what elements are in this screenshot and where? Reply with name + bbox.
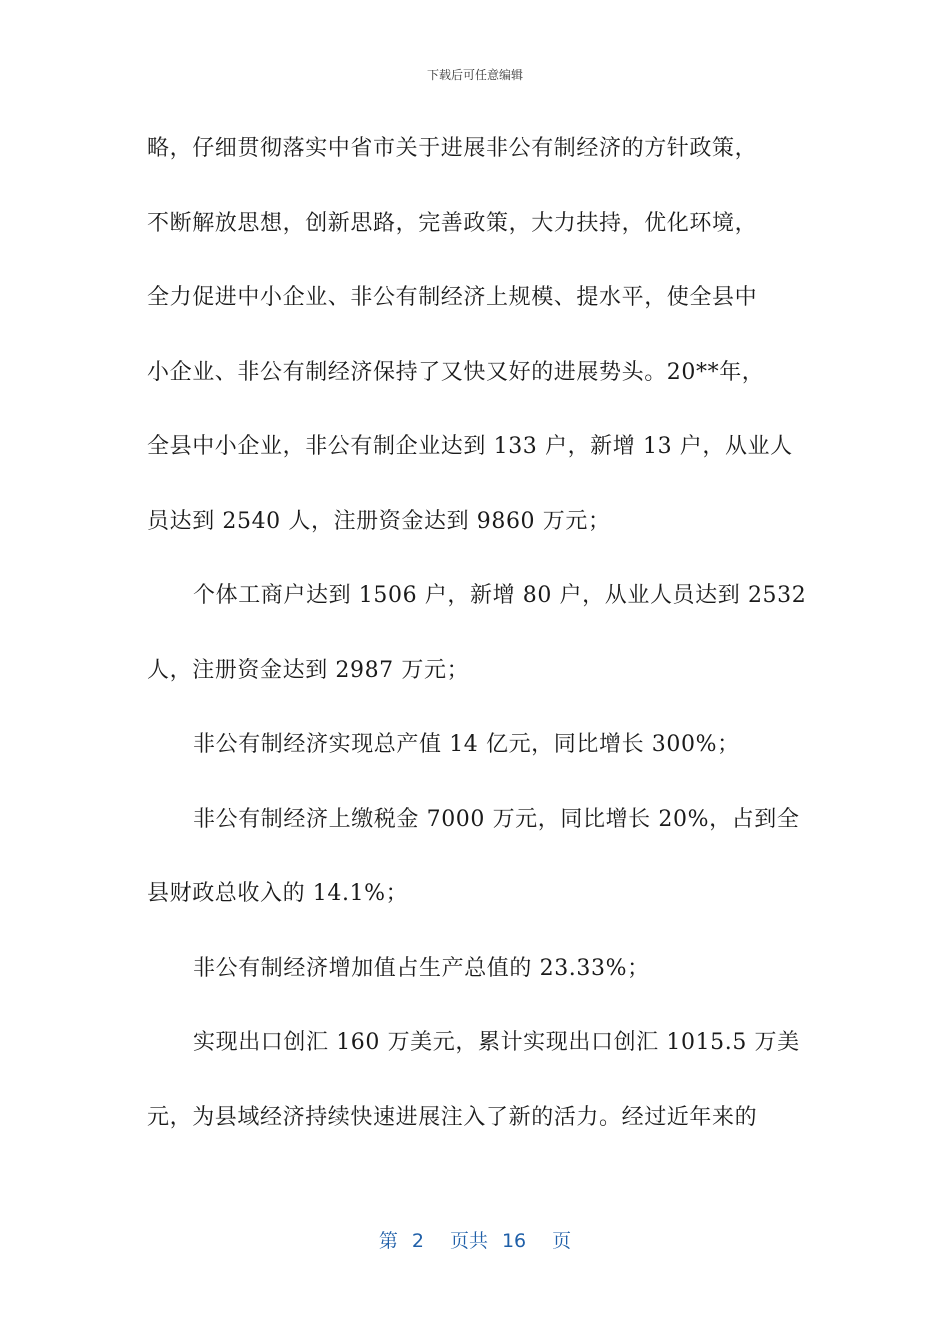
page-label-middle: 页共 — [449, 1230, 488, 1252]
document-body — [147, 112, 807, 1155]
text-line: 员达到 2540 人，注册资金达到 9860 万元； — [147, 508, 611, 534]
page-footer — [0, 1226, 950, 1253]
page-header: 下载后可任意编辑 — [426, 68, 523, 82]
text-line: 县财政总收入的 14.1%； — [147, 881, 409, 906]
text-line: 人，注册资金达到 2987 万元； — [147, 657, 470, 683]
text-line: 元，为县域经济持续快速进展注入了新的活力。经过近年来的 — [147, 1104, 758, 1130]
paragraph-line: 非公有制经济增加值占生产总值的 23.33%； — [193, 955, 650, 981]
page-label-suffix: 页 — [552, 1230, 572, 1252]
text-line: 不断解放思想，创新思路，完善政策，大力扶持，优化环境， — [147, 210, 758, 236]
current-page-number: 2 — [411, 1230, 424, 1252]
paragraph-line: 实现出口创汇 160 万美元，累计实现出口创汇 1015.5 万美 — [193, 1030, 800, 1055]
paragraph-line: 非公有制经济上缴税金 7000 万元，同比增长 20%，占到全 — [193, 806, 800, 832]
paragraph-line: 个体工商户达到 1506 户，新增 80 户，从业人员达到 2532 — [193, 583, 807, 608]
page-label-prefix: 第 — [378, 1230, 398, 1252]
text-line: 全力促进中小企业、非公有制经济上规模、提水平，使全县中 — [147, 285, 758, 310]
text-line: 小企业、非公有制经济保持了又快又好的进展势头。20**年， — [147, 359, 765, 385]
total-pages-number: 16 — [501, 1230, 527, 1252]
text-line: 全县中小企业，非公有制企业达到 133 户，新增 13 户，从业人 — [147, 434, 793, 459]
text-line: 略，仔细贯彻落实中省市关于进展非公有制经济的方针政策， — [147, 136, 758, 161]
paragraph-line: 非公有制经济实现总产值 14 亿元，同比增长 300%； — [193, 732, 740, 757]
